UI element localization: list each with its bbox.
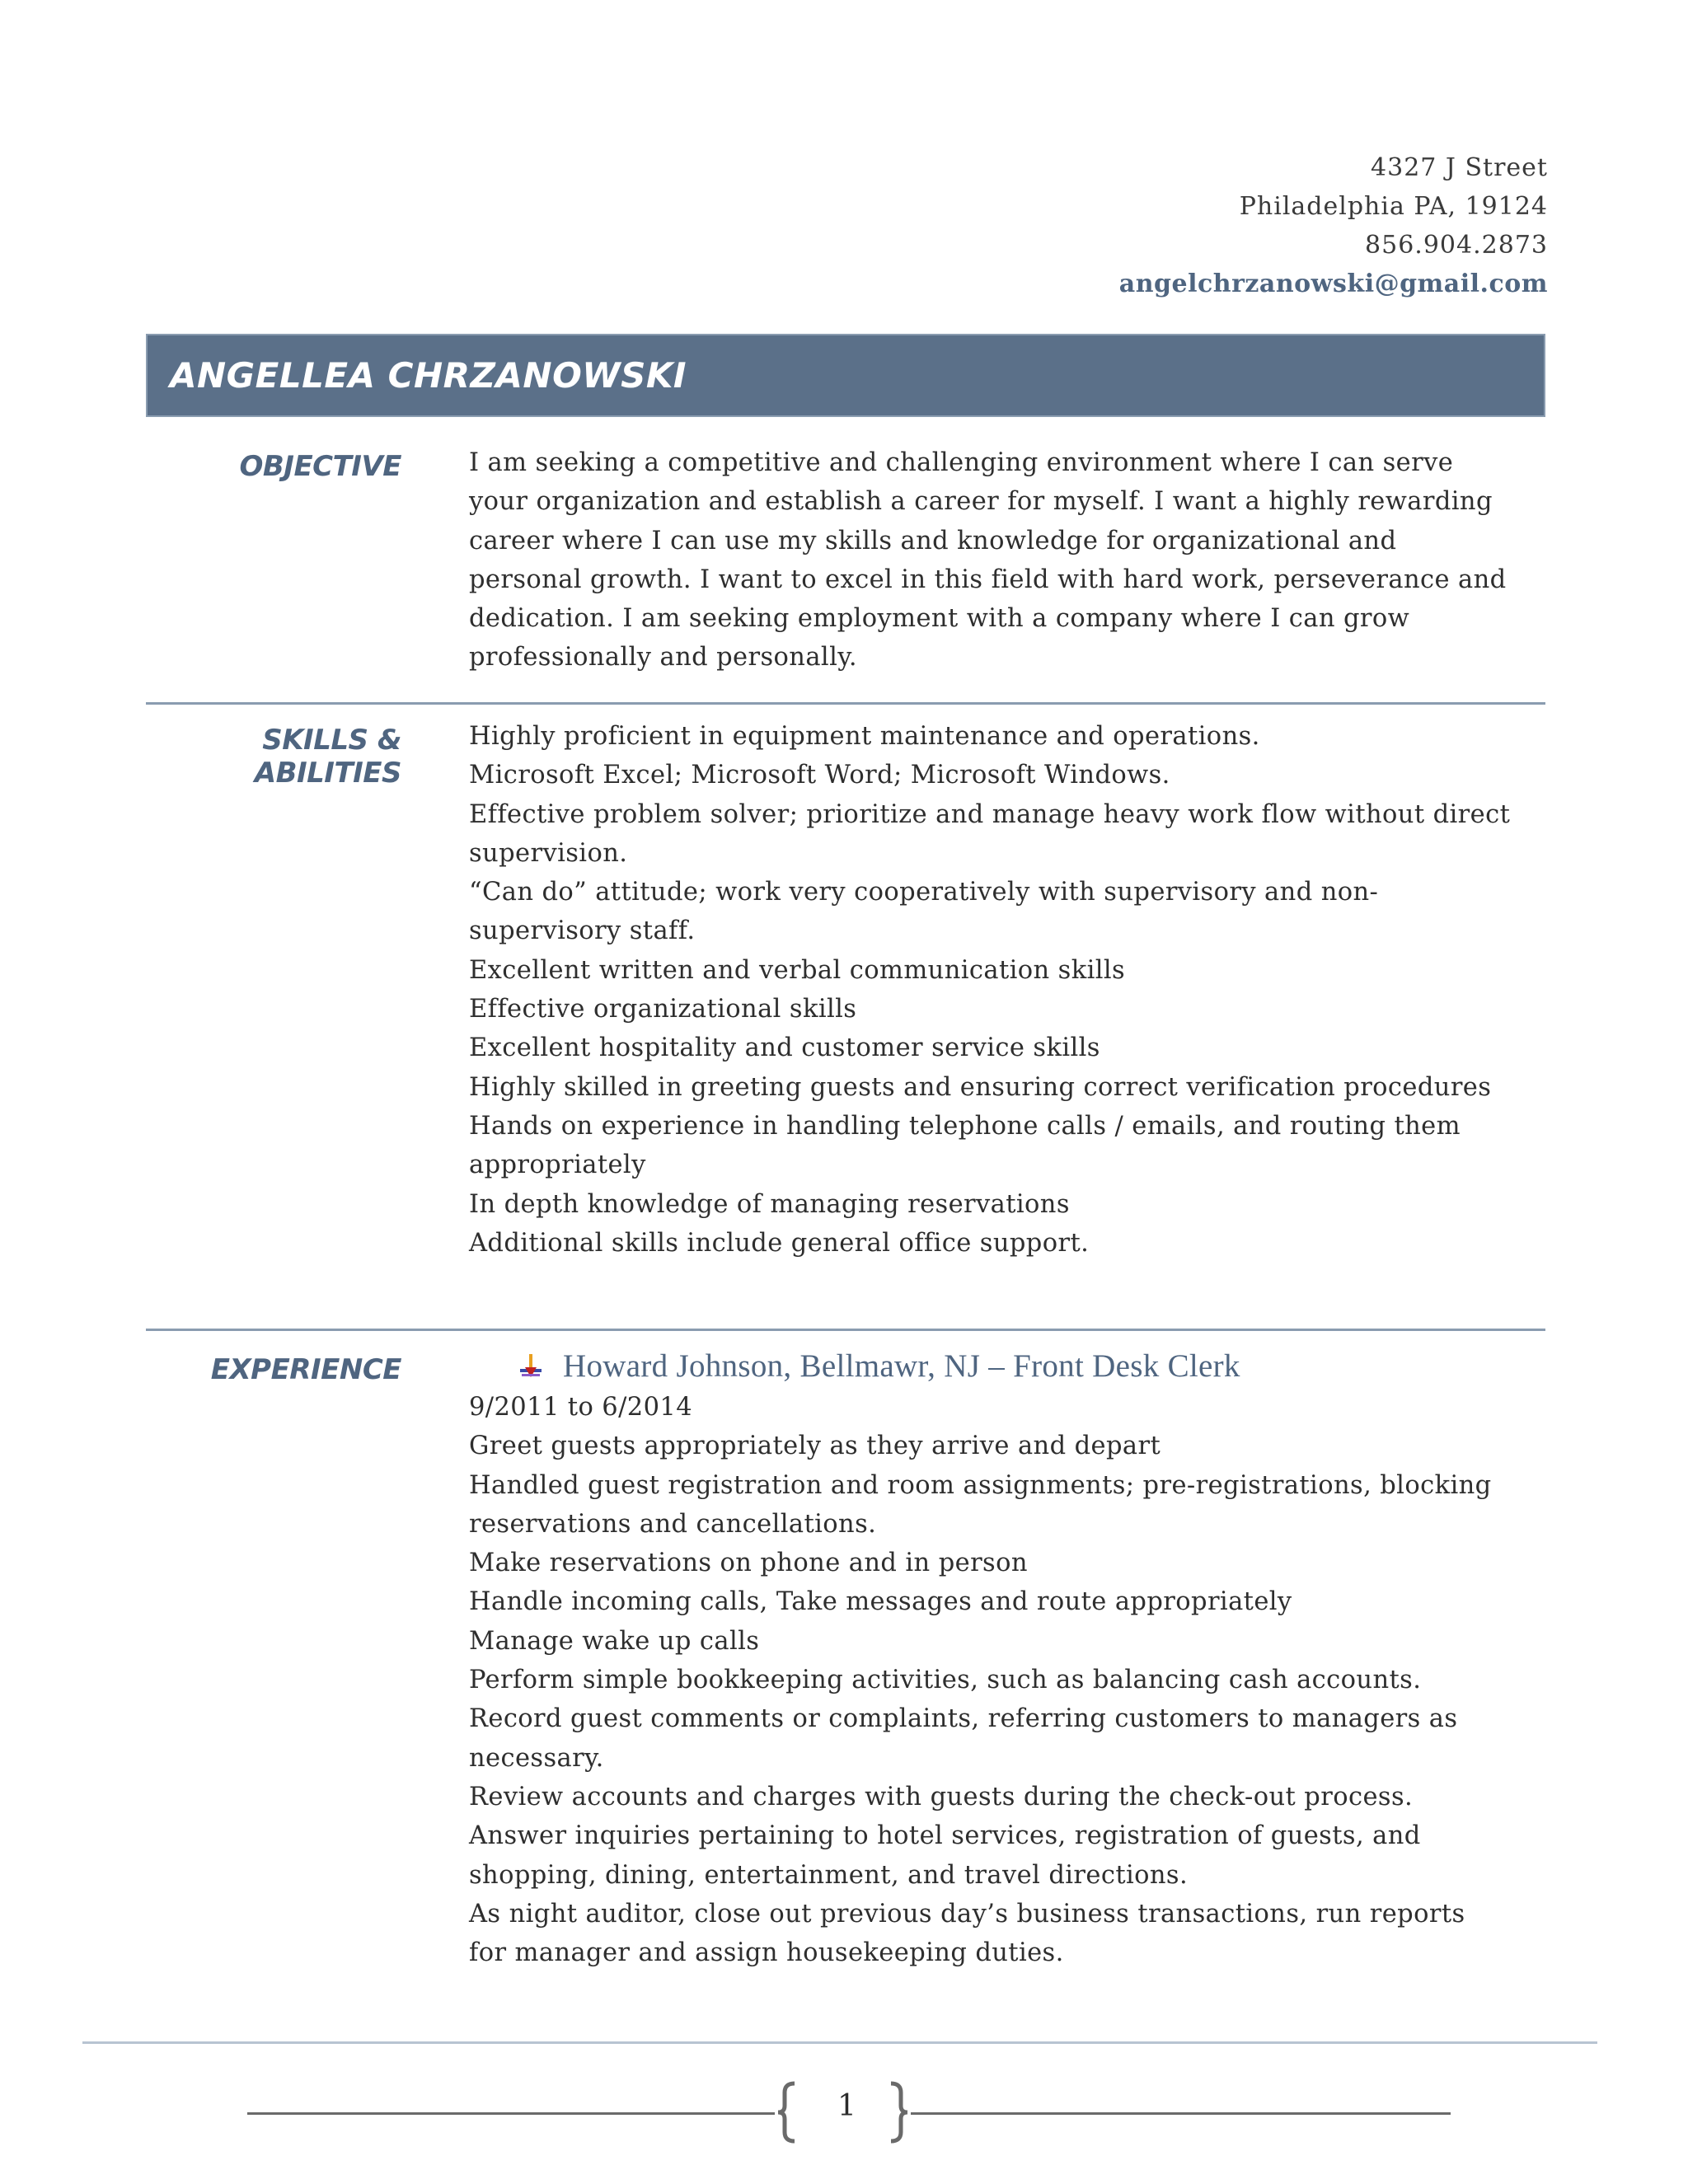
duty-line: Greet guests appropriately as they arrive and depart [469, 1432, 1161, 1461]
job-heading [517, 1345, 1540, 1388]
name-banner [146, 334, 1545, 417]
candidate-name: ANGELLEA CHRZANOWSKI [170, 355, 687, 396]
section-divider [146, 1329, 1545, 1331]
skill-line: supervision. [469, 838, 628, 868]
objective-line: I am seeking a competitive and challenging environment where I can serve [469, 448, 1454, 477]
objective-label: OBJECTIVE [239, 450, 401, 483]
duty-line: necessary. [469, 1743, 604, 1773]
footer-rule [82, 2041, 1597, 2044]
skills-label: SKILLS & ABILITIES [254, 724, 401, 790]
duty-line: Handle incoming calls, Take messages and route appropriately [469, 1587, 1292, 1617]
duty-line: shopping, dining, entertainment, and travel directions. [469, 1860, 1189, 1890]
duty-line: Perform simple bookkeeping activities, such as balancing cash accounts. [469, 1666, 1422, 1695]
city-state-zip: Philadelphia PA, 19124 [1239, 192, 1548, 221]
job-title: Howard Johnson, Bellmawr, NJ – Front Desk Clerk [563, 1348, 1240, 1385]
objective-line: professionally and personally. [469, 643, 857, 673]
page-number: 1 [837, 2089, 856, 2123]
experience-label: EXPERIENCE [210, 1353, 401, 1386]
phone-number: 856.904.2873 [1365, 231, 1548, 260]
skill-line: Highly proficient in equipment maintenance and operations. [469, 722, 1260, 751]
duty-line: As night auditor, close out previous day’s business transactions, run reports [469, 1899, 1465, 1929]
skill-line: Effective problem solver; prioritize and manage heavy work flow without direct [469, 799, 1511, 829]
page-number-footer [247, 2081, 1451, 2147]
experience-body [469, 1345, 1540, 1972]
duty-line: reservations and cancellations. [469, 1509, 877, 1539]
objective-line: personal growth. I want to excel in this field with hard work, perseverance and [469, 565, 1507, 594]
objective-text [469, 443, 1540, 677]
skill-line: appropriately [469, 1151, 646, 1180]
objective-line: your organization and establish a career for myself. I want a highly rewarding [469, 487, 1493, 517]
duty-line: Record guest comments or complaints, referring customers to managers as [469, 1704, 1458, 1734]
street-address: 4327 J Street [1371, 153, 1548, 182]
skill-line: Excellent written and verbal communication skills [469, 955, 1126, 985]
objective-line: career where I can use my skills and knowledge for organizational and [469, 526, 1397, 555]
contact-block [1119, 148, 1548, 303]
skill-line: In depth knowledge of managing reservations [469, 1189, 1070, 1219]
skill-line: Hands on experience in handling telephone calls / emails, and routing them [469, 1111, 1461, 1141]
duty-line: Answer inquiries pertaining to hotel services, registration of guests, and [469, 1821, 1421, 1851]
duty-line: Handled guest registration and room assignments; pre-registrations, blocking [469, 1470, 1492, 1500]
footer-line-right [911, 2112, 1451, 2115]
skill-line: Highly skilled in greeting guests and ensuring correct verification procedures [469, 1072, 1492, 1102]
skill-line: Excellent hospitality and customer service skills [469, 1033, 1100, 1063]
section-divider [146, 702, 1545, 705]
duty-line: Manage wake up calls [469, 1626, 760, 1656]
skill-line: supervisory staff. [469, 916, 696, 946]
footer-line-left [247, 2112, 775, 2115]
objective-line: dedication. I am seeking employment with a company where I can grow [469, 604, 1410, 634]
skill-line: “Can do” attitude; work very cooperatively with supervisory and non- [469, 878, 1379, 907]
skills-list [469, 717, 1540, 1263]
duty-line: Review accounts and charges with guests during the check-out process. [469, 1782, 1414, 1811]
job-dates: 9/2011 to 6/2014 [469, 1393, 693, 1422]
email-address[interactable]: angelchrzanowski@gmail.com [1118, 269, 1548, 298]
skill-line: Microsoft Excel; Microsoft Word; Microsoft Windows. [469, 761, 1170, 790]
duty-line: for manager and assign housekeeping duties. [469, 1938, 1064, 1968]
down-arrow-bullet-icon [517, 1352, 545, 1380]
right-brace-icon [886, 2081, 911, 2144]
left-brace-icon [775, 2081, 799, 2144]
skill-line: Additional skills include general office support. [469, 1228, 1090, 1258]
duty-line: Make reservations on phone and in person [469, 1549, 1028, 1578]
skill-line: Effective organizational skills [469, 995, 857, 1024]
